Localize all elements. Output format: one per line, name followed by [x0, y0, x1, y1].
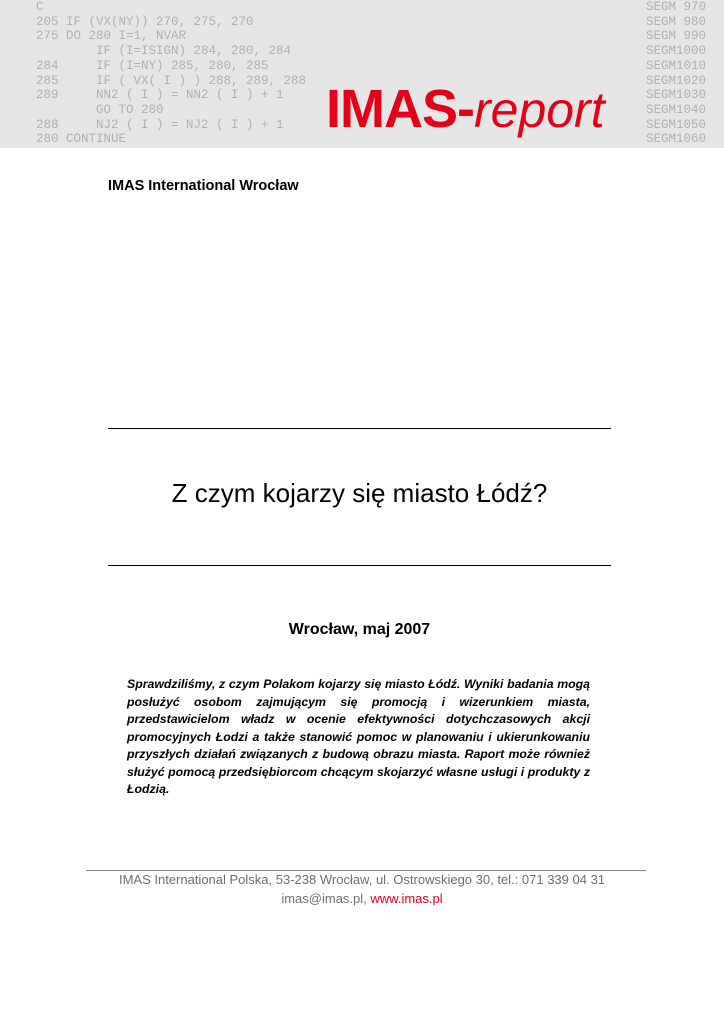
imas-report-logo [326, 79, 605, 139]
segment-line: SEGM1030 [645, 88, 706, 103]
code-line: 288 NJ2 ( I ) = NJ2 ( I ) + 1 [36, 117, 284, 132]
header-banner [0, 0, 724, 148]
code-listing-background [36, 0, 306, 147]
code-line: C [36, 0, 44, 14]
title-rule-bottom [108, 565, 611, 566]
segment-line: SEGM 980 [645, 14, 706, 29]
segment-line: SEGM1000 [645, 44, 706, 59]
segment-line: SEGM 970 [645, 0, 706, 14]
code-line: 284 IF (I=NY) 285, 280, 285 [36, 58, 269, 73]
segment-line: SEGM1060 [645, 132, 706, 147]
organization-name: IMAS International Wrocław [108, 178, 299, 194]
segment-line: SEGM1010 [645, 58, 706, 73]
report-title: Z czym kojarzy się miasto Łódź? [171, 478, 548, 508]
segment-line: SEGM1040 [645, 102, 706, 117]
footer-email: imas@imas.pl [281, 891, 364, 906]
code-line: IF (I=ISIGN) 284, 280, 284 [36, 44, 292, 59]
footer-divider [86, 870, 646, 871]
footer-address: IMAS International Polska, 53-238 Wrocław, ul. Ostrowskiego 30, tel.: 071 339 04 31 [118, 872, 606, 887]
code-line: GO TO 280 [36, 102, 164, 117]
code-line: 289 NN2 ( I ) = NN2 ( I ) + 1 [36, 88, 284, 103]
code-line: 275 DO 280 I=1, NVAR [36, 29, 187, 44]
logo-report-text: report [473, 82, 605, 138]
segment-labels-background [646, 0, 706, 147]
place-and-date: Wrocław, maj 2007 [288, 621, 431, 638]
segment-line: SEGM1050 [645, 117, 706, 132]
segment-line: SEGM 990 [645, 29, 706, 44]
footer-website-link[interactable]: www.imas.pl [370, 891, 443, 906]
footer-separator: , [363, 891, 371, 906]
report-abstract: Sprawdziliśmy, z czym Polakom kojarzy się miasto Łódź. Wyniki badania mogą posłużyć osobom zajmującym się promocją i wizerunkiem miasta, przedstawicielom władz w ocenie efektywności dotychczasowych akcji promocyjnych Łodzi a także stanowić pomoc w planowaniu i ukierunkowaniu przyszłych działań związanych z budową obrazu miasta. Raport może również służyć pomocą przedsiębiorcom chcącym skojarzyć własne usługi i produkty z Łodzią. [127, 677, 590, 796]
logo-imas-text: IMAS- [326, 79, 474, 139]
code-line: 280 CONTINUE [36, 132, 127, 147]
footer-contact [0, 891, 724, 906]
code-line: 205 IF (VX(NY)) 270, 275, 270 [36, 14, 254, 29]
segment-line: SEGM1020 [645, 73, 706, 88]
title-rule-top [108, 428, 611, 429]
code-line: 285 IF ( VX( I ) ) 288, 289, 288 [36, 73, 307, 88]
